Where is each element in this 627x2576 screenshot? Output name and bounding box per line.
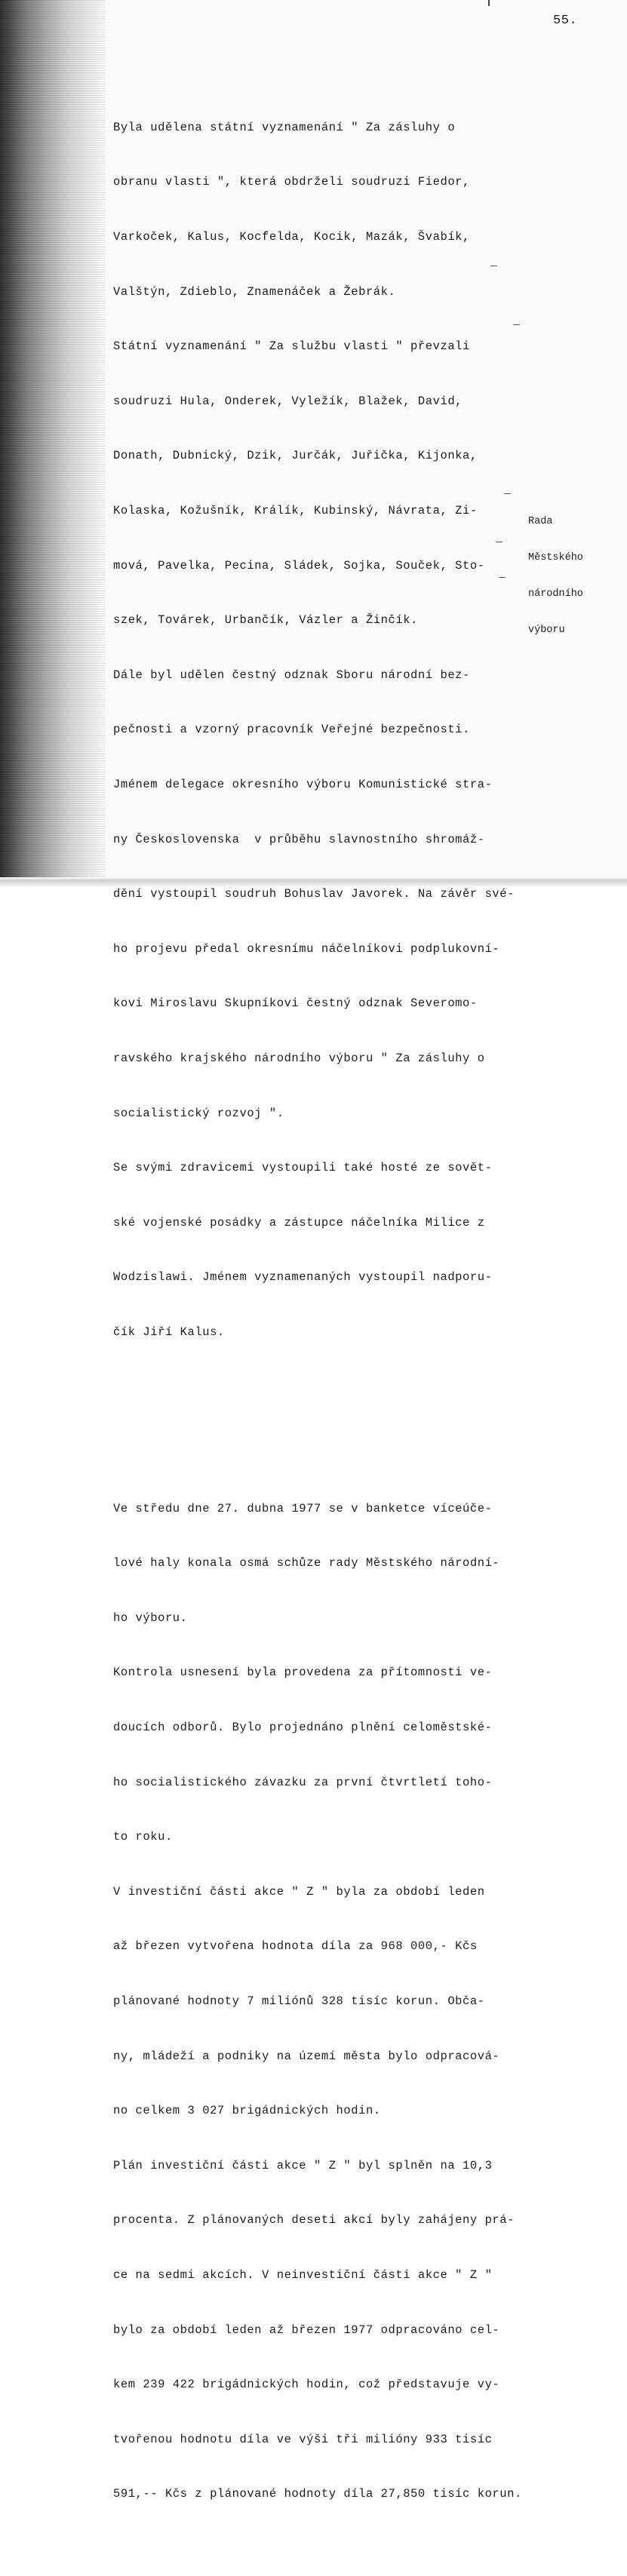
- text-line: bylo za období leden až březen 1977 odpracováno cel-: [113, 2323, 500, 2337]
- margin-note-line: Rada: [528, 516, 553, 527]
- text-line: ho výboru.: [113, 1610, 188, 1625]
- text-line: Státní vyznamenání " Za službu vlasti " převzali: [113, 339, 470, 354]
- text-line: procenta. Z plánovaných deseti akcí byly zahájeny prá-: [113, 2213, 515, 2228]
- text-line: Varkoček, Kalus, Kocfelda, Kocik, Mazák, Švabík,: [113, 230, 470, 244]
- text-line: Se svými zdravicemi vystoupili také hosté ze sovět-: [113, 1161, 493, 1175]
- text-line: Kolaska, Kožušník, Králík, Kubinský, Návrata, Zi-: [113, 503, 478, 517]
- text-line: Jménem delegace okresního výboru Komunistické stra-: [113, 777, 493, 791]
- text-line: ho projevu předal okresnímu náčelníkovi podplukovní-: [113, 941, 500, 956]
- text-line: Byla udělena státní vyznamenání " Za zásluhy o: [113, 120, 456, 134]
- text-line: mová, Pavelka, Pecina, Sládek, Sojka, Souček, Sto-: [113, 558, 485, 573]
- text-line: socialistický rozvoj ".: [113, 1106, 284, 1120]
- text-line: Dále byl udělen čestný odznak Sboru národní bez-: [113, 668, 470, 682]
- scan-shadow: [0, 0, 106, 888]
- text-line: soudruzi Hula, Onderek, Vyležík, Blažek, David,: [113, 394, 463, 408]
- paragraph-gap: [113, 1414, 536, 1426]
- text-line: Donath, Dubnický, Dzik, Jurčák, Juřička, Kijonka,: [113, 449, 478, 463]
- text-line: ce na sedmi akcích. V neinvestiční části akce " Z ": [113, 2268, 493, 2282]
- text-line: doucích odborů. Bylo projednáno plnění celoměstské-: [113, 1721, 493, 1735]
- text-line: kem 239 422 brigádnických hodin, což představuje vy-: [113, 2378, 500, 2392]
- text-line: ravského krajského národního výboru " Za zásluhy o: [113, 1051, 485, 1065]
- text-line: ny Československa v průběhu slavnostního shromáž-: [113, 832, 485, 846]
- text-line: szek, Továrek, Urbančík, Vázler a Žinčík.: [113, 613, 418, 628]
- margin-note-line: národního: [528, 588, 583, 600]
- text-line: Ve středu dne 27. dubna 1977 se v banketce víceúče-: [113, 1501, 493, 1515]
- typed-text: [113, 45, 536, 2576]
- text-line: pečnosti a vzorný pracovník Veřejné bezpečnosti.: [113, 723, 470, 737]
- paragraph-awards: [113, 81, 536, 1377]
- scan-mark: [488, 0, 490, 6]
- text-line: no celkem 3 027 brigádnických hodin.: [113, 2104, 381, 2118]
- margin-tick: [504, 493, 511, 494]
- margin-note-line: výboru: [528, 625, 565, 636]
- text-line: plánované hodnoty 7 miliónů 328 tisíc korun. Obča-: [113, 1994, 485, 2009]
- text-line: ské vojenské posádky a zástupce náčelníka Milice z: [113, 1215, 485, 1230]
- margin-note-line: Městského: [528, 552, 583, 563]
- text-line: Wodzislawi. Jménem vyznamenaných vystoupil nadporu-: [113, 1270, 493, 1285]
- margin-tick: [499, 577, 506, 578]
- text-line: V investiční části akce " Z " byla za období leden: [113, 1884, 485, 1899]
- text-line: obranu vlasti ", která obdrželi soudruzi Fiedor,: [113, 175, 470, 189]
- text-line: dění vystoupil soudruh Bohuslav Javorek. Na závěr své-: [113, 887, 515, 901]
- text-line: to roku.: [113, 1830, 173, 1844]
- text-line: tvořenou hodnotu díla ve výši tři milióny 933 tisíc: [113, 2432, 493, 2446]
- text-line: Valštýn, Zdieblo, Znamenáček a Žebrák.: [113, 284, 396, 299]
- text-line: kovi Miroslavu Skupníkovi čestný odznak Severomo-: [113, 996, 478, 1011]
- text-line: ho socialistického závazku za první čtvrtletí toho-: [113, 1775, 493, 1789]
- text-line: Kontrola usnesení byla provedena za přítomnosti ve-: [113, 1666, 493, 1680]
- page-number: 55.: [553, 14, 578, 28]
- margin-tick: [513, 324, 520, 325]
- text-line: až březen vytvořena hodnota díla za 968 000,- Kčs: [113, 1939, 478, 1954]
- text-line: Plán investiční části akce " Z " byl splněn na 10,3: [113, 2158, 493, 2172]
- text-line: lové haly konala osmá schůze rady Městského národní-: [113, 1556, 500, 1570]
- paragraph-council-meeting: [113, 1463, 536, 2540]
- text-line: ny, mládeží a podniky na území města bylo odpracová-: [113, 2049, 500, 2063]
- text-line: 591,-- Kčs z plánované hodnoty díla 27,850 tisíc korun.: [113, 2487, 522, 2501]
- margin-note: [528, 492, 619, 661]
- text-line: čík Jiří Kalus.: [113, 1325, 225, 1339]
